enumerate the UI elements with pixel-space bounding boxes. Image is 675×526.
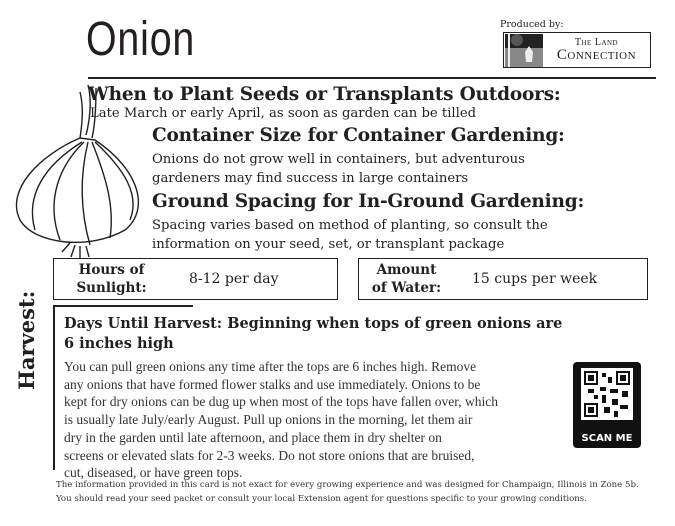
logo-line-2: Connection bbox=[556, 46, 637, 63]
text-line: 6 inches high bbox=[64, 335, 174, 352]
label-line: Amount bbox=[376, 262, 437, 278]
text-line: dry in the garden until late afternoon, and place them in dry shelter on bbox=[64, 429, 442, 445]
text-line: kept for dry onions can be dug up when most of the tops have fallen over, which bbox=[64, 394, 498, 410]
text-line: is usually late July/early August. Pull up onions in the morning, let them air bbox=[64, 412, 473, 428]
ground-spacing-heading: Ground Spacing for In-Ground Gardening: bbox=[152, 191, 585, 212]
page-title: Onion bbox=[86, 13, 196, 66]
water-value: 15 cups per week bbox=[472, 271, 598, 287]
text-line: screens or elevated slats for 2-3 weeks. Do not store onions that are bruised, bbox=[64, 447, 475, 463]
text-line: Onions do not grow well in containers, but adventurous bbox=[152, 152, 525, 167]
text-line: Days Until Harvest: Beginning when tops of green onions are bbox=[64, 315, 563, 332]
planting-time-text: Late March or early April, as soon as garden can be tilled bbox=[90, 106, 477, 121]
text-line: cut, diseased, or have green tops. bbox=[64, 465, 243, 481]
text-line: any onions that have formed flower stalks and use immediately. Onions to be bbox=[64, 376, 481, 392]
title-divider bbox=[88, 77, 656, 79]
harvest-label: Harvest: bbox=[14, 290, 39, 390]
text-line: You should read your seed packet or consult your local Extension agent for questions specific to your growing conditions. bbox=[56, 494, 587, 504]
label-line: of Water: bbox=[371, 280, 442, 296]
ground-spacing-text bbox=[152, 216, 548, 254]
sunlight-value: 8-12 per day bbox=[189, 271, 279, 287]
qr-code-icon bbox=[581, 368, 633, 420]
days-until-harvest bbox=[64, 314, 562, 354]
water-box bbox=[358, 258, 648, 300]
container-size-text bbox=[152, 150, 525, 188]
label-line: Hours of bbox=[78, 262, 145, 278]
label-line: Sunlight: bbox=[76, 280, 147, 296]
text-line: gardeners may find success in large containers bbox=[152, 171, 469, 186]
harvest-instructions bbox=[64, 358, 498, 482]
disclaimer bbox=[56, 478, 639, 506]
container-size-heading: Container Size for Container Gardening: bbox=[152, 125, 565, 146]
qr-code[interactable] bbox=[573, 362, 641, 448]
farmer-image-icon bbox=[505, 34, 543, 67]
sunlight-box bbox=[53, 258, 338, 300]
text-line: You can pull green onions any time after the tops are 6 inches high. Remove bbox=[64, 359, 477, 374]
logo-line-1: The Land bbox=[574, 36, 619, 48]
harvest-border bbox=[53, 305, 55, 470]
sunlight-label bbox=[54, 261, 169, 297]
text-line: information on your seed, set, or transplant package bbox=[152, 237, 505, 252]
harvest-border-top bbox=[53, 305, 193, 307]
land-connection-logo bbox=[503, 32, 651, 68]
planting-time-heading: When to Plant Seeds or Transplants Outdoors: bbox=[88, 84, 561, 105]
text-line: The information provided in this card is not exact for every growing experience and was designed for Champaign, Illinois in Zone 5b. bbox=[56, 480, 639, 490]
produced-by-label: Produced by: bbox=[500, 19, 564, 30]
text-line: Spacing varies based on method of planting, so consult the bbox=[152, 218, 548, 233]
scan-me-label: SCAN ME bbox=[581, 433, 633, 444]
water-label bbox=[359, 261, 454, 297]
